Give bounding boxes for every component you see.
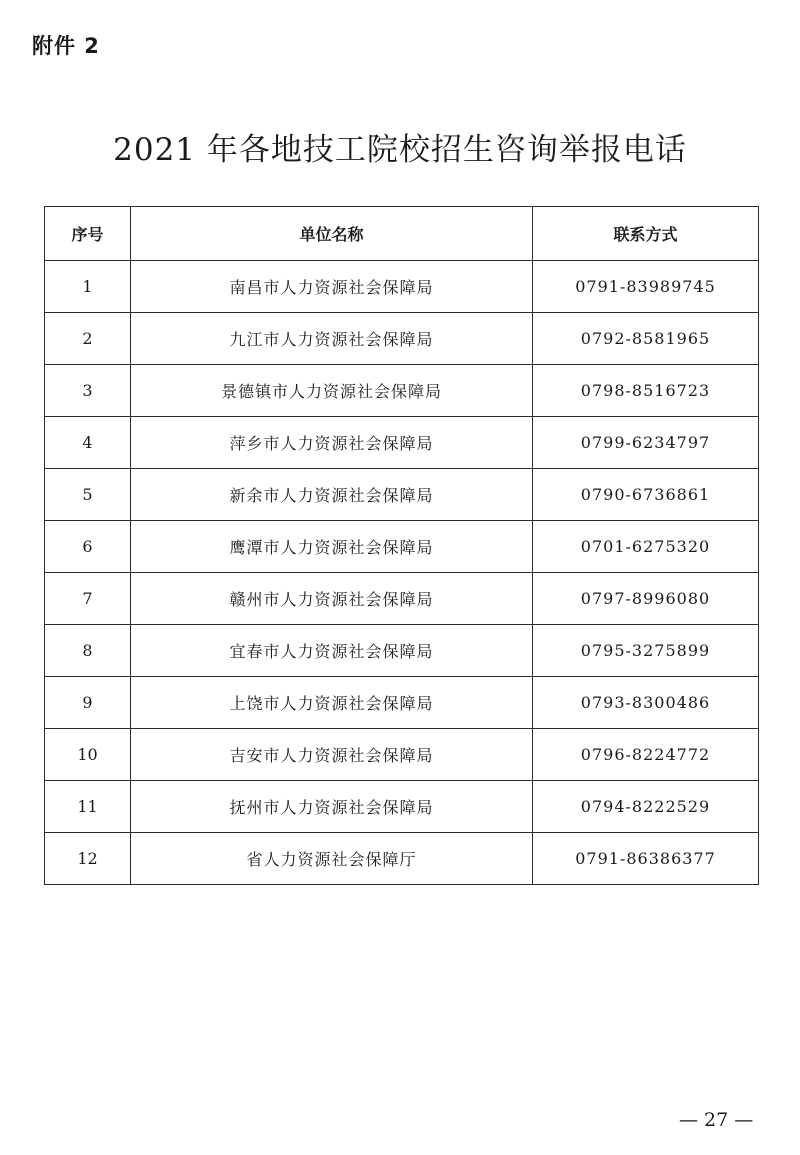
table-row (45, 261, 759, 313)
row-no: 12 (45, 833, 131, 885)
row-no: 1 (45, 261, 131, 313)
table-row (45, 625, 759, 677)
row-unit: 吉安市人力资源社会保障局 (131, 729, 533, 781)
table-row (45, 573, 759, 625)
row-phone: 0790-6736861 (533, 469, 759, 521)
table-row (45, 677, 759, 729)
row-unit: 宜春市人力资源社会保障局 (131, 625, 533, 677)
row-unit: 省人力资源社会保障厅 (131, 833, 533, 885)
row-phone: 0795-3275899 (533, 625, 759, 677)
row-no: 7 (45, 573, 131, 625)
header-contact: 联系方式 (533, 207, 759, 261)
row-unit: 南昌市人力资源社会保障局 (131, 261, 533, 313)
header-no: 序号 (45, 207, 131, 261)
table-row (45, 417, 759, 469)
row-no: 10 (45, 729, 131, 781)
row-unit: 上饶市人力资源社会保障局 (131, 677, 533, 729)
row-unit: 九江市人力资源社会保障局 (131, 313, 533, 365)
row-phone: 0799-6234797 (533, 417, 759, 469)
row-phone: 0791-86386377 (533, 833, 759, 885)
row-unit: 鹰潭市人力资源社会保障局 (131, 521, 533, 573)
table-row (45, 781, 759, 833)
row-no: 6 (45, 521, 131, 573)
row-phone: 0791-83989745 (533, 261, 759, 313)
row-no: 3 (45, 365, 131, 417)
row-phone: 0796-8224772 (533, 729, 759, 781)
table-row (45, 833, 759, 885)
row-no: 2 (45, 313, 131, 365)
row-phone: 0797-8996080 (533, 573, 759, 625)
row-phone: 0794-8222529 (533, 781, 759, 833)
page-number: — 27 — (679, 1109, 754, 1131)
table-row (45, 729, 759, 781)
row-no: 11 (45, 781, 131, 833)
row-phone: 0793-8300486 (533, 677, 759, 729)
row-no: 9 (45, 677, 131, 729)
row-no: 4 (45, 417, 131, 469)
row-unit: 萍乡市人力资源社会保障局 (131, 417, 533, 469)
header-unit: 单位名称 (131, 207, 533, 261)
row-no: 5 (45, 469, 131, 521)
table-row (45, 365, 759, 417)
row-no: 8 (45, 625, 131, 677)
hotline-table (44, 206, 759, 885)
table-header-row (45, 207, 759, 261)
attachment-label: 附件 2 (32, 34, 100, 58)
row-phone: 0792-8581965 (533, 313, 759, 365)
table-row (45, 469, 759, 521)
document-title: 2021 年各地技工院校招生咨询举报电话 (113, 132, 687, 168)
table-row (45, 521, 759, 573)
row-unit: 景德镇市人力资源社会保障局 (131, 365, 533, 417)
row-phone: 0701-6275320 (533, 521, 759, 573)
row-phone: 0798-8516723 (533, 365, 759, 417)
table-row (45, 313, 759, 365)
row-unit: 抚州市人力资源社会保障局 (131, 781, 533, 833)
row-unit: 新余市人力资源社会保障局 (131, 469, 533, 521)
row-unit: 赣州市人力资源社会保障局 (131, 573, 533, 625)
